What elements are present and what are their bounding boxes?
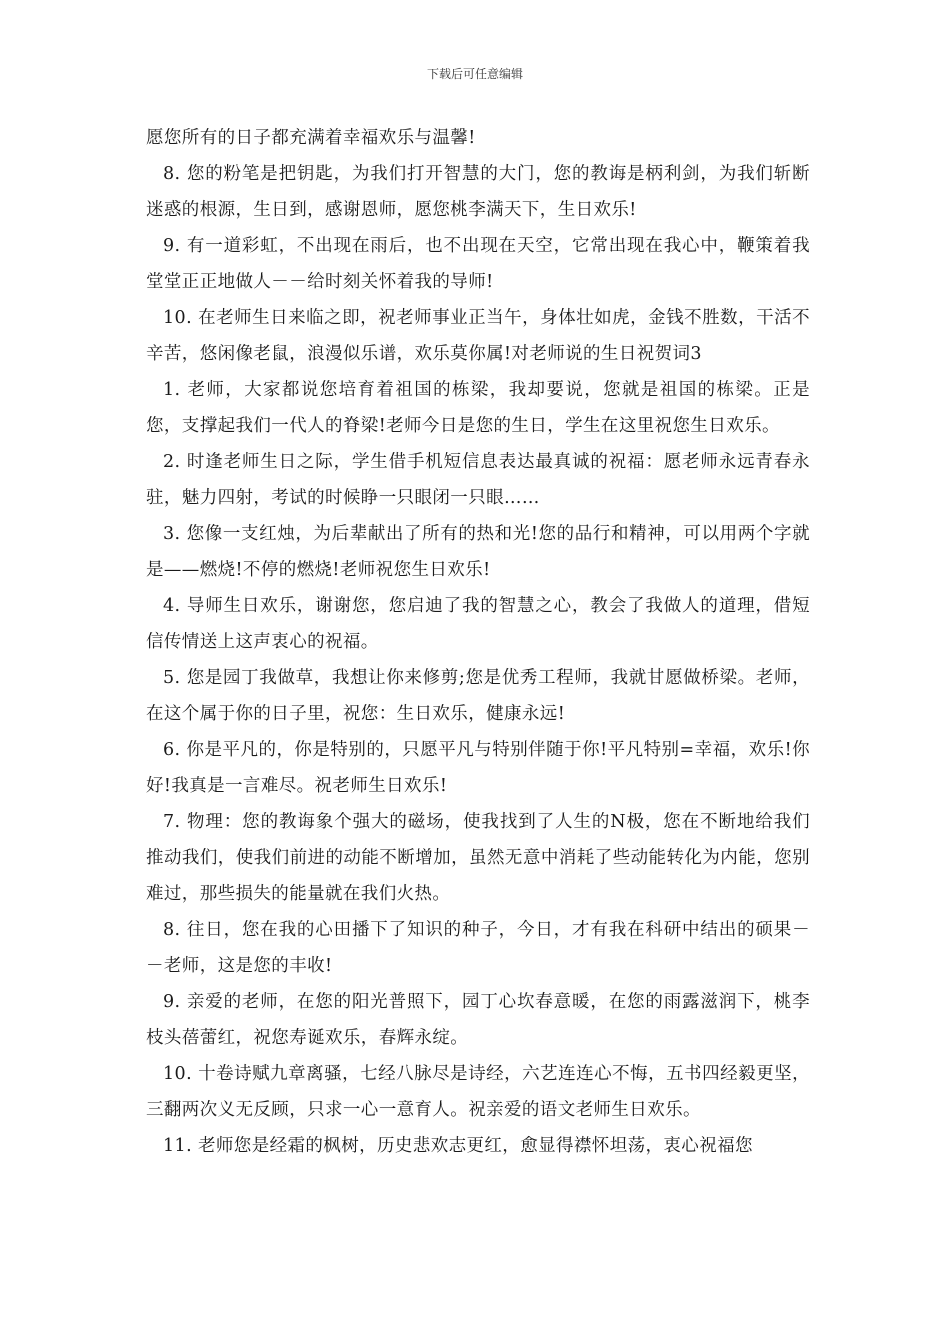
paragraph: 9. 亲爱的老师，在您的阳光普照下，园丁心坎春意暖，在您的雨露滋润下，桃李枝头蓓蕾红，祝您寿诞欢乐，春辉永绽。	[146, 992, 810, 1048]
paragraph: 2. 时逢老师生日之际，学生借手机短信息表达最真诚的祝福：愿老师永远青春永驻，魅力四射，考试的时候睁一只眼闭一只眼……	[146, 452, 810, 508]
page-header: 下载后可任意编辑	[426, 67, 523, 81]
paragraph: 11. 老师您是经霜的枫树，历史悲欢志更红，愈显得襟怀坦荡，衷心祝福您	[163, 1136, 753, 1156]
paragraph: 3. 您像一支红烛，为后辈献出了所有的热和光!您的品行和精神，可以用两个字就是——燃烧!不停的燃烧!老师祝您生日欢乐!	[146, 524, 810, 580]
paragraph: 10. 在老师生日来临之即，祝老师事业正当午，身体壮如虎，金钱不胜数，干活不辛苦，悠闲像老鼠，浪漫似乐谱，欢乐莫你属!对老师说的生日祝贺词3	[146, 308, 810, 364]
paragraph: 8. 您的粉笔是把钥匙，为我们打开智慧的大门，您的教诲是柄利剑，为我们斩断迷惑的根源，生日到，感谢恩师，愿您桃李满天下，生日欢乐!	[146, 164, 810, 220]
paragraph: 9. 有一道彩虹，不出现在雨后，也不出现在天空，它常出现在我心中，鞭策着我堂堂正正地做人－－给时刻关怀着我的导师!	[146, 236, 810, 292]
paragraph: 10. 十卷诗赋九章离骚，七经八脉尽是诗经，六艺连连心不悔，五书四经毅更坚，三翻两次义无反顾，只求一心一意育人。祝亲爱的语文老师生日欢乐。	[146, 1064, 810, 1120]
paragraph: 愿您所有的日子都充满着幸福欢乐与温馨!	[146, 128, 476, 148]
paragraph: 4. 导师生日欢乐，谢谢您，您启迪了我的智慧之心，教会了我做人的道理，借短信传情送上这声衷心的祝福。	[146, 596, 810, 652]
paragraph: 1. 老师，大家都说您培育着祖国的栋梁，我却要说，您就是祖国的栋梁。正是您，支撑起我们一代人的脊梁!老师今日是您的生日，学生在这里祝您生日欢乐。	[146, 380, 810, 436]
paragraph: 5. 您是园丁我做草，我想让你来修剪;您是优秀工程师，我就甘愿做桥梁。老师，在这个属于你的日子里，祝您：生日欢乐，健康永远!	[146, 668, 810, 724]
paragraph: 7. 物理：您的教诲象个强大的磁场，使我找到了人生的N极，您在不断地给我们推动我们，使我们前进的动能不断增加，虽然无意中消耗了些动能转化为内能，您别难过，那些损失的能量就在我们火热。	[146, 812, 810, 904]
paragraph: 6. 你是平凡的，你是特别的，只愿平凡与特别伴随于你!平凡特别=幸福，欢乐!你好!我真是一言难尽。祝老师生日欢乐!	[146, 740, 810, 796]
document-body	[146, 120, 810, 1164]
paragraph: 8. 往日，您在我的心田播下了知识的种子，今日，才有我在科研中结出的硕果－－老师，这是您的丰收!	[146, 920, 810, 976]
